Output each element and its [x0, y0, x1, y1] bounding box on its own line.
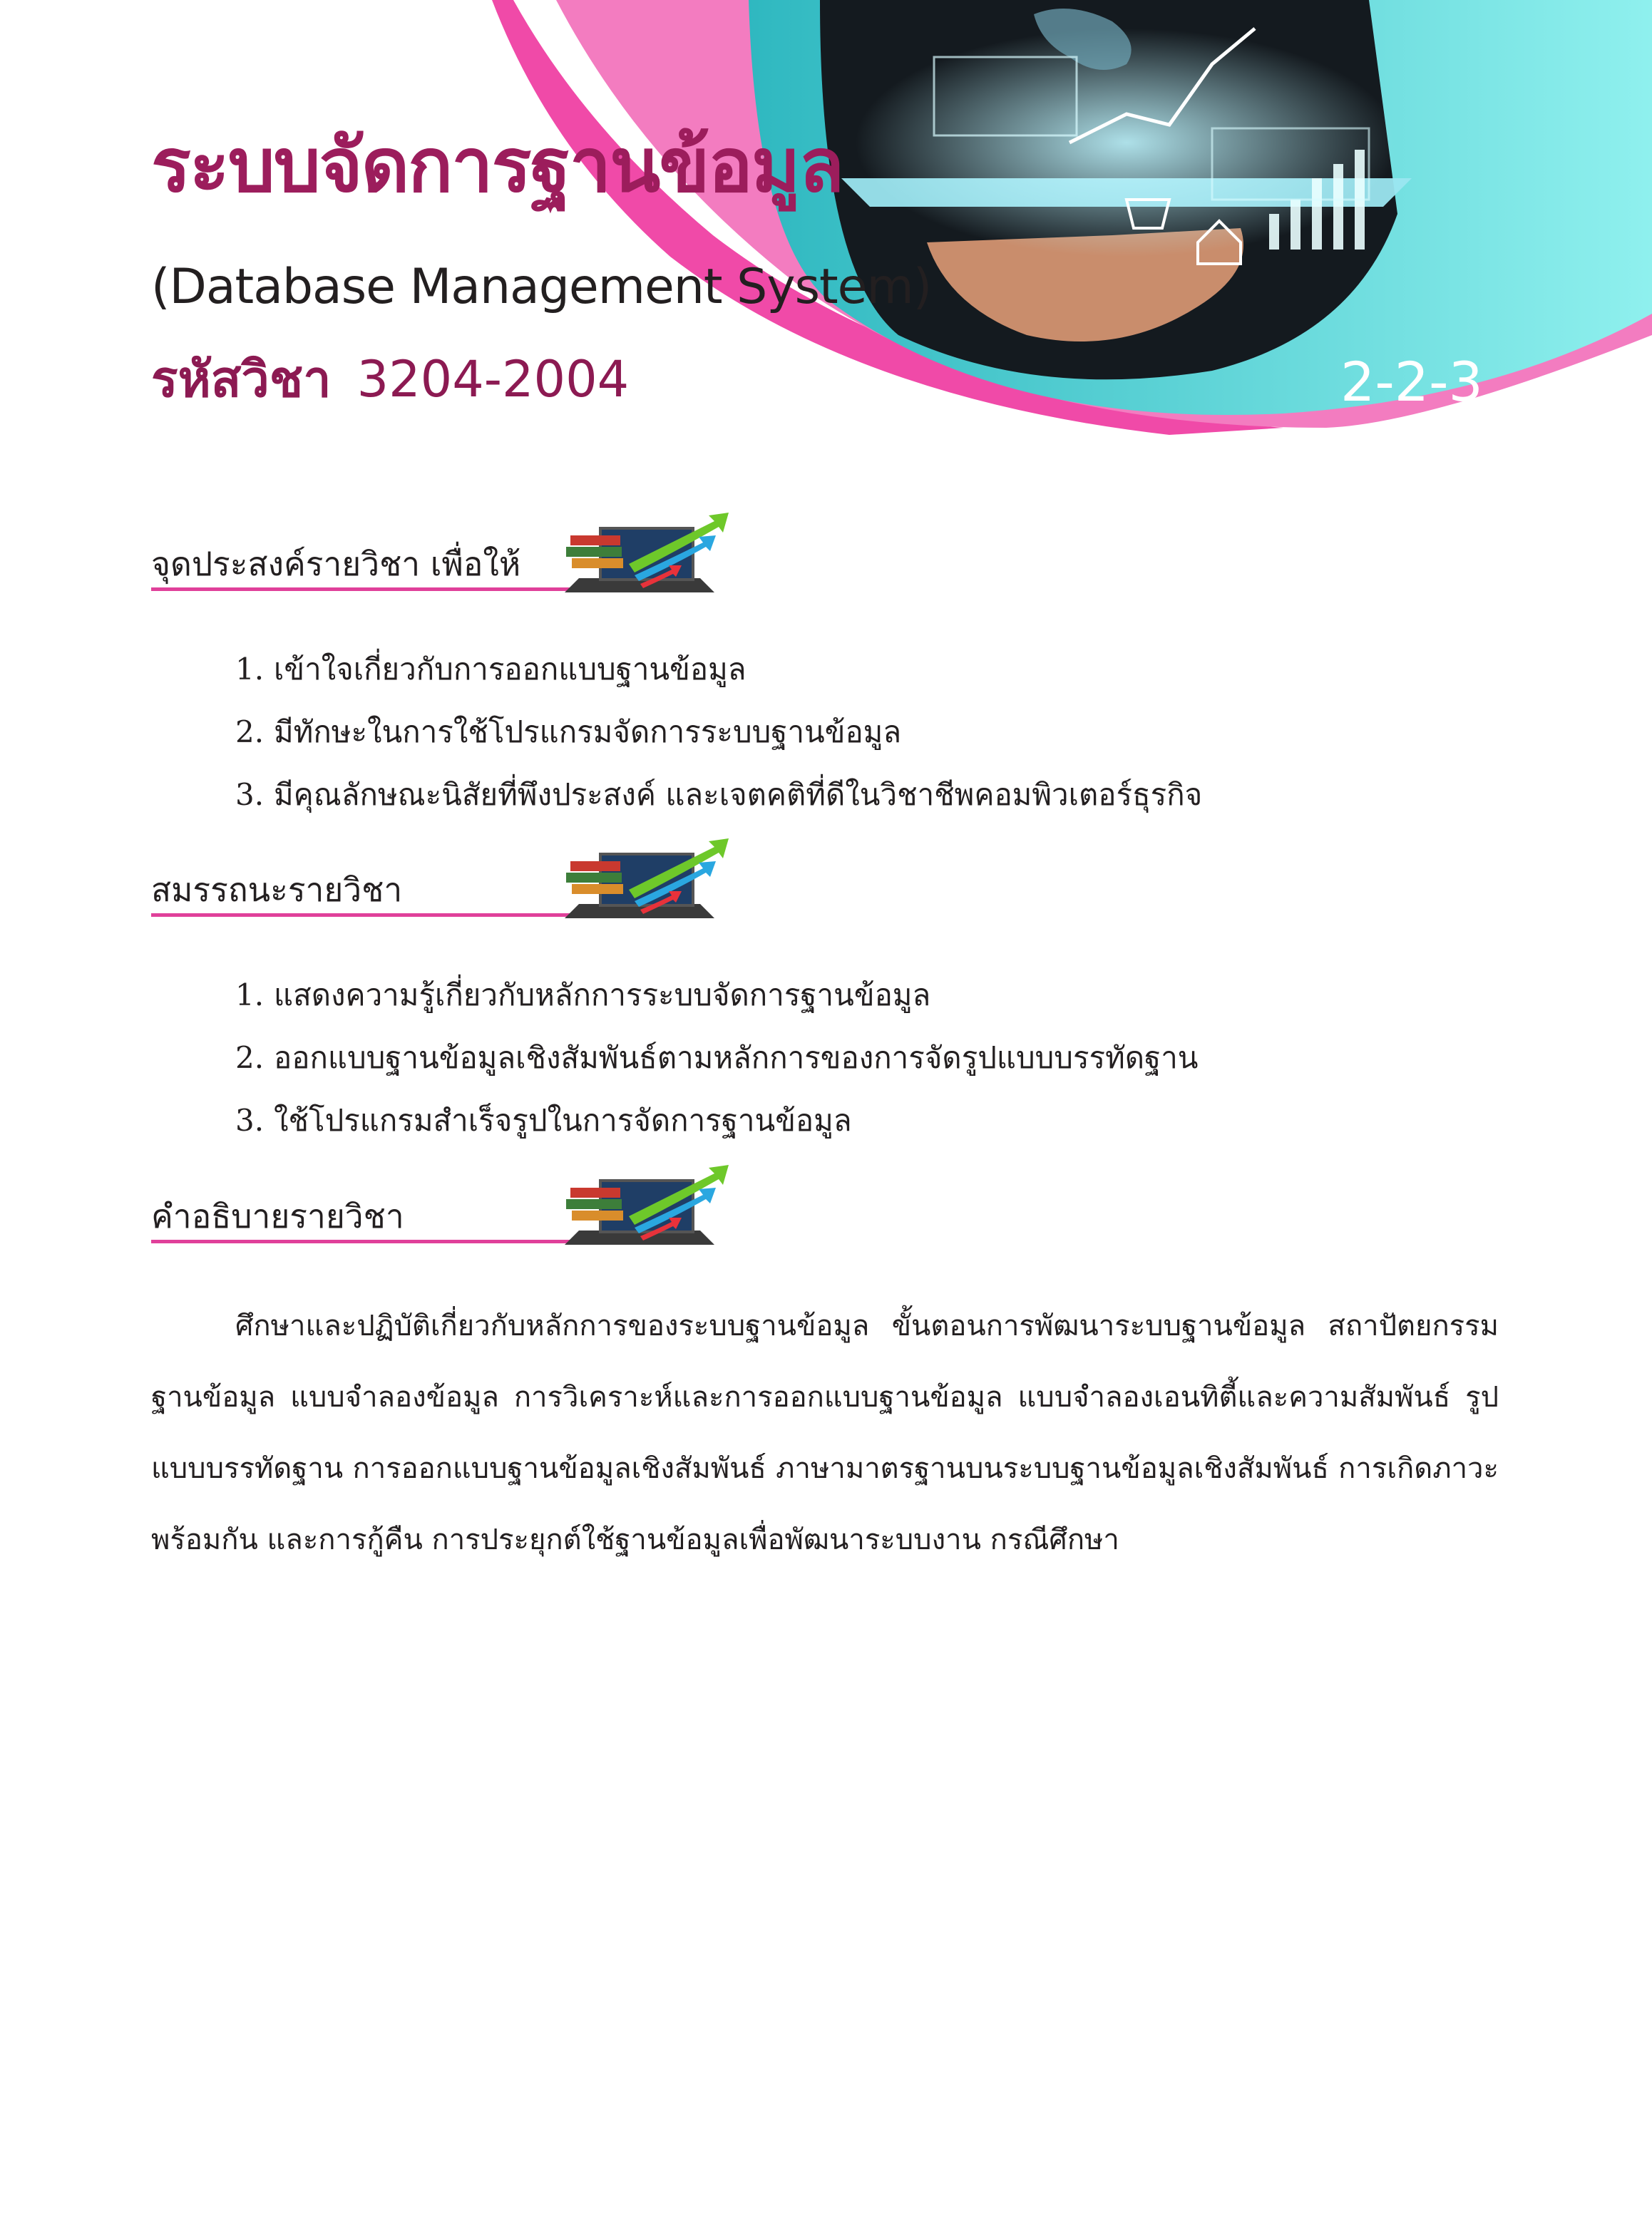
list-item-text: มีทักษะในการใช้โปรแกรมจัดการระบบฐานข้อมูล	[274, 714, 902, 749]
laptop-books-arrows-icon	[550, 507, 736, 600]
list-item	[235, 1027, 1199, 1089]
list-item	[235, 701, 1202, 764]
course-code	[151, 349, 629, 409]
section-heading-objectives	[151, 524, 593, 595]
heading-underline	[151, 1240, 593, 1243]
list-item-text: เข้าใจเกี่ยวกับการออกแบบฐานข้อมูล	[274, 652, 747, 687]
competencies-list	[235, 964, 1199, 1152]
list-item	[235, 638, 1202, 701]
section-heading-description	[151, 1176, 593, 1248]
list-item-text: มีคุณลักษณะนิสัยที่พึงประสงค์ และเจตคติที่ดีในวิชาชีพคอมพิวเตอร์ธุรกิจ	[274, 777, 1203, 812]
section-title: คำอธิบายรายวิชา	[151, 1197, 404, 1236]
section-title: จุดประสงค์รายวิชา เพื่อให้	[151, 545, 521, 584]
course-description: ศึกษาและปฏิบัติเกี่ยวกับหลักการของระบบฐานข้อมูล ขั้นตอนการพัฒนาระบบฐานข้อมูล สถาปัตยกรรมฐานข้อมูล แบบจำลองข้อมูล การวิเคราะห์และการออกแบบฐานข้อมูล แบบจำลองเอนทิตี้และความสัมพันธ์ รูปแบบบรรทัดฐาน การออกแบบฐานข้อมูลเชิงสัมพันธ์ ภาษามาตรฐานบนระบบฐานข้อมูลเชิงสัมพันธ์ การเกิดภาวะพร้อมกัน และการกู้คืน การประยุกต์ใช้ฐานข้อมูลเพื่อพัฒนาระบบงาน กรณีศึกษา	[151, 1310, 1499, 1556]
list-item-number: 3.	[235, 1103, 265, 1138]
list-item-text: ใช้โปรแกรมสำเร็จรูปในการจัดการฐานข้อมูล	[274, 1103, 852, 1138]
objectives-list	[235, 638, 1202, 826]
list-item-text: ออกแบบฐานข้อมูลเชิงสัมพันธ์ตามหลักการของการจัดรูปแบบบรรทัดฐาน	[274, 1040, 1199, 1075]
list-item-text: แสดงความรู้เกี่ยวกับหลักการระบบจัดการฐานข้อมูล	[274, 977, 931, 1012]
section-heading-competencies	[151, 850, 593, 921]
heading-underline	[151, 587, 593, 591]
course-code-label: รหัสวิชา	[151, 350, 332, 409]
laptop-books-arrows-icon	[550, 833, 736, 925]
list-item	[235, 764, 1202, 826]
list-item-number: 1.	[235, 652, 265, 687]
list-item-number: 1.	[235, 977, 265, 1012]
list-item-number: 3.	[235, 777, 265, 812]
page-title: ระบบจัดการฐานข้อมูล	[151, 122, 843, 209]
list-item-number: 2.	[235, 714, 265, 749]
course-code-value: 3204-2004	[356, 350, 630, 409]
page-subtitle-english: (Database Management System)	[151, 259, 932, 315]
laptop-books-arrows-icon	[550, 1159, 736, 1252]
list-item	[235, 964, 1199, 1027]
list-item	[235, 1089, 1199, 1152]
heading-underline	[151, 913, 593, 917]
list-item-number: 2.	[235, 1040, 265, 1075]
section-title: สมรรถนะรายวิชา	[151, 870, 403, 910]
course-credits: 2-2-3	[1340, 350, 1483, 413]
